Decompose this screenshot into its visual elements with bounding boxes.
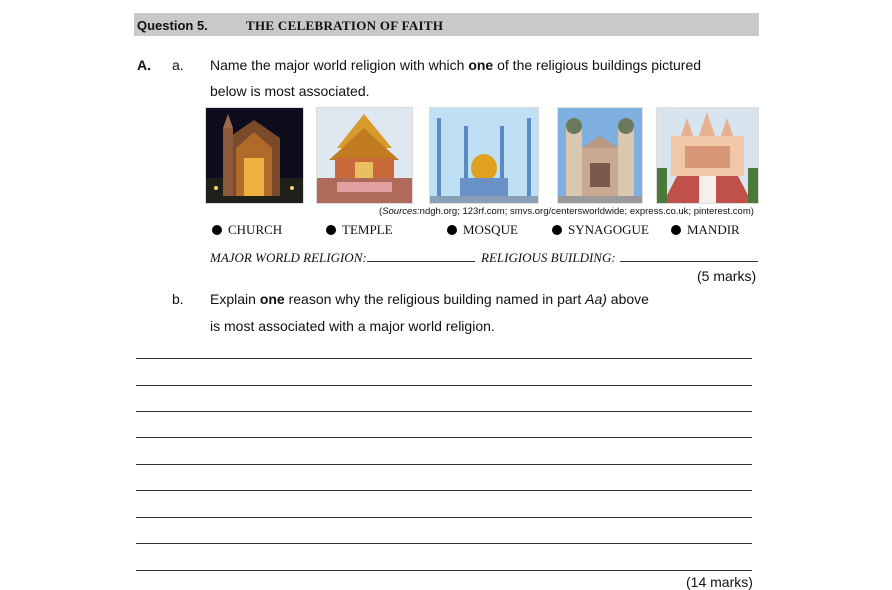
bullet-icon xyxy=(212,225,222,235)
part-a-sub-label: a. xyxy=(172,57,184,73)
answer-line[interactable] xyxy=(136,490,752,491)
question-title: THE CELEBRATION OF FAITH xyxy=(246,18,444,33)
synagogue-photo xyxy=(557,107,643,204)
bullet-icon xyxy=(552,225,562,235)
answer-line[interactable] xyxy=(136,411,752,412)
bullet-icon xyxy=(326,225,336,235)
part-a-label: A. xyxy=(137,57,151,73)
answer-line[interactable] xyxy=(136,570,752,571)
part-b-label: b. xyxy=(172,291,184,307)
answer-line[interactable] xyxy=(136,385,752,386)
bullet-icon xyxy=(447,225,457,235)
mandir-photo xyxy=(656,107,759,204)
answer-line[interactable] xyxy=(136,437,752,438)
answer-line[interactable] xyxy=(136,464,752,465)
answer-line[interactable] xyxy=(136,358,752,359)
part-b-prompt-line2: is most associated with a major world religion. xyxy=(210,318,495,334)
image-sources: (Sources:ndgh.org; 123rf.com; smvs.org/centersworldwide; express.co.uk; pinterest.com) xyxy=(379,206,754,217)
answer-line[interactable] xyxy=(136,517,752,518)
part-b-prompt-line1: Explain one reason why the religious building named in part Aa) above xyxy=(210,291,649,307)
part-b-marks: (14 marks) xyxy=(686,574,753,590)
option-synagogue: SYNAGOGUE xyxy=(552,222,649,238)
temple-photo xyxy=(316,107,413,204)
building-answer-field[interactable] xyxy=(620,261,758,262)
mosque-photo xyxy=(429,107,539,204)
question-header-bar xyxy=(134,13,759,36)
church-photo xyxy=(205,107,304,204)
religion-answer-row xyxy=(210,249,475,267)
option-mandir: MANDIR xyxy=(671,222,740,238)
option-church: CHURCH xyxy=(212,222,282,238)
option-temple: TEMPLE xyxy=(326,222,393,238)
building-label: RELIGIOUS BUILDING: xyxy=(481,250,616,265)
religion-label: MAJOR WORLD RELIGION: xyxy=(210,250,367,265)
religion-answer-field[interactable] xyxy=(367,261,475,262)
question-number: Question 5. xyxy=(137,18,208,33)
building-answer-row xyxy=(481,249,758,267)
option-mosque: MOSQUE xyxy=(447,222,518,238)
part-a-marks: (5 marks) xyxy=(697,268,757,284)
bullet-icon xyxy=(671,225,681,235)
answer-line[interactable] xyxy=(136,543,752,544)
part-a-prompt-line2: below is most associated. xyxy=(210,83,370,99)
part-a-prompt-line1: Name the major world religion with which one of the religious buildings pictured xyxy=(210,57,702,73)
